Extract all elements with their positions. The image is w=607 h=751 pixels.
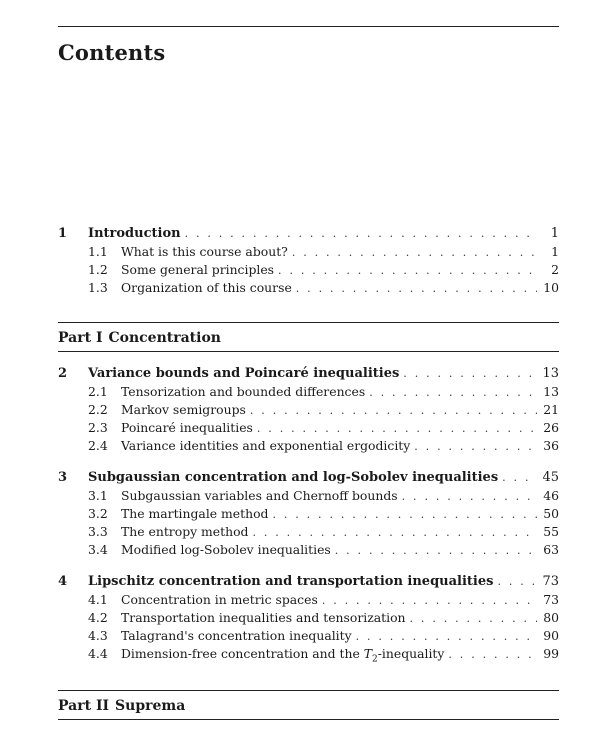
- section-title: The martingale method: [121, 506, 269, 521]
- chapter-number: 1: [58, 226, 68, 241]
- page-number: 73: [542, 574, 559, 589]
- chapter-number: 2: [58, 366, 68, 381]
- chapter-title: Subgaussian concentration and log-Sobolev inequalities: [88, 470, 499, 485]
- leader-dots: [272, 506, 537, 524]
- leader-dots: [322, 592, 537, 610]
- page-number: 1: [550, 226, 559, 241]
- leader-dots: [369, 384, 537, 402]
- section-number: 2.3: [88, 420, 108, 435]
- section-title: Modified log-Sobolev inequalities: [121, 542, 331, 557]
- contents-heading: Contents: [58, 40, 166, 65]
- section-title-suffix: -inequality: [377, 646, 445, 661]
- page-number: 2: [551, 262, 559, 277]
- page-number: 80: [543, 610, 559, 625]
- section-title: Markov semigroups: [121, 402, 246, 417]
- leader-dots: [403, 365, 537, 383]
- leader-dots: [335, 542, 537, 560]
- chapter-number: 3: [58, 470, 68, 485]
- section-number: 3.3: [88, 524, 108, 539]
- toc-section-3-2[interactable]: [58, 505, 559, 523]
- page-number: 13: [543, 384, 559, 399]
- toc-section-4-1[interactable]: [58, 591, 559, 609]
- page-number: 1: [551, 244, 559, 259]
- section-number: 2.2: [88, 402, 108, 417]
- leader-dots: [292, 244, 537, 262]
- toc-chapter-4[interactable]: [58, 573, 559, 591]
- section-number: 1.1: [88, 244, 108, 259]
- section-number: 2.4: [88, 438, 108, 453]
- part-top-rule: [58, 322, 559, 323]
- section-title: Some general principles: [121, 262, 275, 277]
- page-number: 26: [543, 420, 559, 435]
- page-top-rule: [58, 26, 559, 27]
- leader-dots: [410, 610, 537, 628]
- section-title: Tensorization and bounded differences: [121, 384, 366, 399]
- section-number: 2.1: [88, 384, 108, 399]
- section-title-text: Dimension-free concentration and the: [121, 646, 364, 661]
- toc-section-3-1[interactable]: [58, 487, 559, 505]
- toc-section-4-4[interactable]: [58, 645, 559, 663]
- toc-section-4-2[interactable]: [58, 609, 559, 627]
- part-bottom-rule: [58, 719, 559, 720]
- toc-section-1-1[interactable]: [58, 243, 559, 261]
- section-title: Subgaussian variables and Chernoff bounds: [121, 488, 398, 503]
- toc-section-4-3[interactable]: [58, 627, 559, 645]
- part-top-rule: [58, 690, 559, 691]
- leader-dots: [502, 469, 537, 487]
- section-title: Talagrand's concentration inequality: [121, 628, 352, 643]
- section-title: Variance identities and exponential ergodicity: [121, 438, 411, 453]
- section-title: Transportation inequalities and tensorization: [121, 610, 406, 625]
- part-title: Concentration: [108, 330, 221, 346]
- chapter-title: Variance bounds and Poincaré inequalities: [88, 366, 400, 381]
- page-number: 99: [543, 646, 559, 661]
- page-number: 45: [542, 470, 559, 485]
- page-number: 73: [543, 592, 559, 607]
- section-number: 4.3: [88, 628, 108, 643]
- page-number: 46: [543, 488, 559, 503]
- toc-section-2-4[interactable]: [58, 437, 559, 455]
- toc-section-3-4[interactable]: [58, 541, 559, 559]
- toc-section-2-1[interactable]: [58, 383, 559, 401]
- section-number: 4.1: [88, 592, 108, 607]
- leader-dots: [448, 646, 537, 664]
- section-number: 4.2: [88, 610, 108, 625]
- toc-section-2-3[interactable]: [58, 419, 559, 437]
- leader-dots: [497, 573, 537, 591]
- section-title: What is this course about?: [121, 244, 288, 259]
- page-number: 21: [543, 402, 559, 417]
- page-number: 10: [543, 280, 559, 295]
- section-number: 3.4: [88, 542, 108, 557]
- page-number: 50: [543, 506, 559, 521]
- chapter-number: 4: [58, 574, 68, 589]
- leader-dots: [253, 524, 538, 542]
- leader-dots: [185, 225, 537, 243]
- section-title: [121, 645, 444, 668]
- page-number: 36: [543, 438, 559, 453]
- leader-dots: [414, 438, 537, 456]
- toc-section-1-2[interactable]: [58, 261, 559, 279]
- page-number: 13: [542, 366, 559, 381]
- part-bottom-rule: [58, 351, 559, 352]
- leader-dots: [296, 280, 537, 298]
- part-heading-2[interactable]: [58, 697, 559, 715]
- toc-section-1-3[interactable]: [58, 279, 559, 297]
- part-heading-1[interactable]: [58, 329, 559, 347]
- section-number: 1.3: [88, 280, 108, 295]
- section-number: 1.2: [88, 262, 108, 277]
- toc-section-2-2[interactable]: [58, 401, 559, 419]
- section-title: Poincaré inequalities: [121, 420, 253, 435]
- part-label: Part I: [58, 330, 103, 346]
- chapter-title: Lipschitz concentration and transportation inequalities: [88, 574, 494, 589]
- page-number: 55: [543, 524, 559, 539]
- section-title: Concentration in metric spaces: [121, 592, 318, 607]
- math-subscript: 2: [372, 654, 378, 665]
- part-label: Part II: [58, 698, 110, 714]
- toc-chapter-3[interactable]: [58, 469, 559, 487]
- toc-chapter-2[interactable]: [58, 365, 559, 383]
- toc-section-3-3[interactable]: [58, 523, 559, 541]
- part-title: Suprema: [115, 698, 186, 714]
- math-symbol: T: [363, 646, 372, 661]
- page-number: 63: [543, 542, 559, 557]
- section-number: 4.4: [88, 646, 108, 661]
- section-title: The entropy method: [121, 524, 249, 539]
- page-number: 90: [543, 628, 559, 643]
- leader-dots: [278, 262, 537, 280]
- section-number: 3.1: [88, 488, 108, 503]
- section-number: 3.2: [88, 506, 108, 521]
- leader-dots: [402, 488, 537, 506]
- chapter-title: Introduction: [88, 226, 181, 241]
- leader-dots: [250, 402, 537, 420]
- leader-dots: [257, 420, 537, 438]
- leader-dots: [356, 628, 537, 646]
- toc-chapter-1[interactable]: [58, 225, 559, 243]
- section-title: Organization of this course: [121, 280, 292, 295]
